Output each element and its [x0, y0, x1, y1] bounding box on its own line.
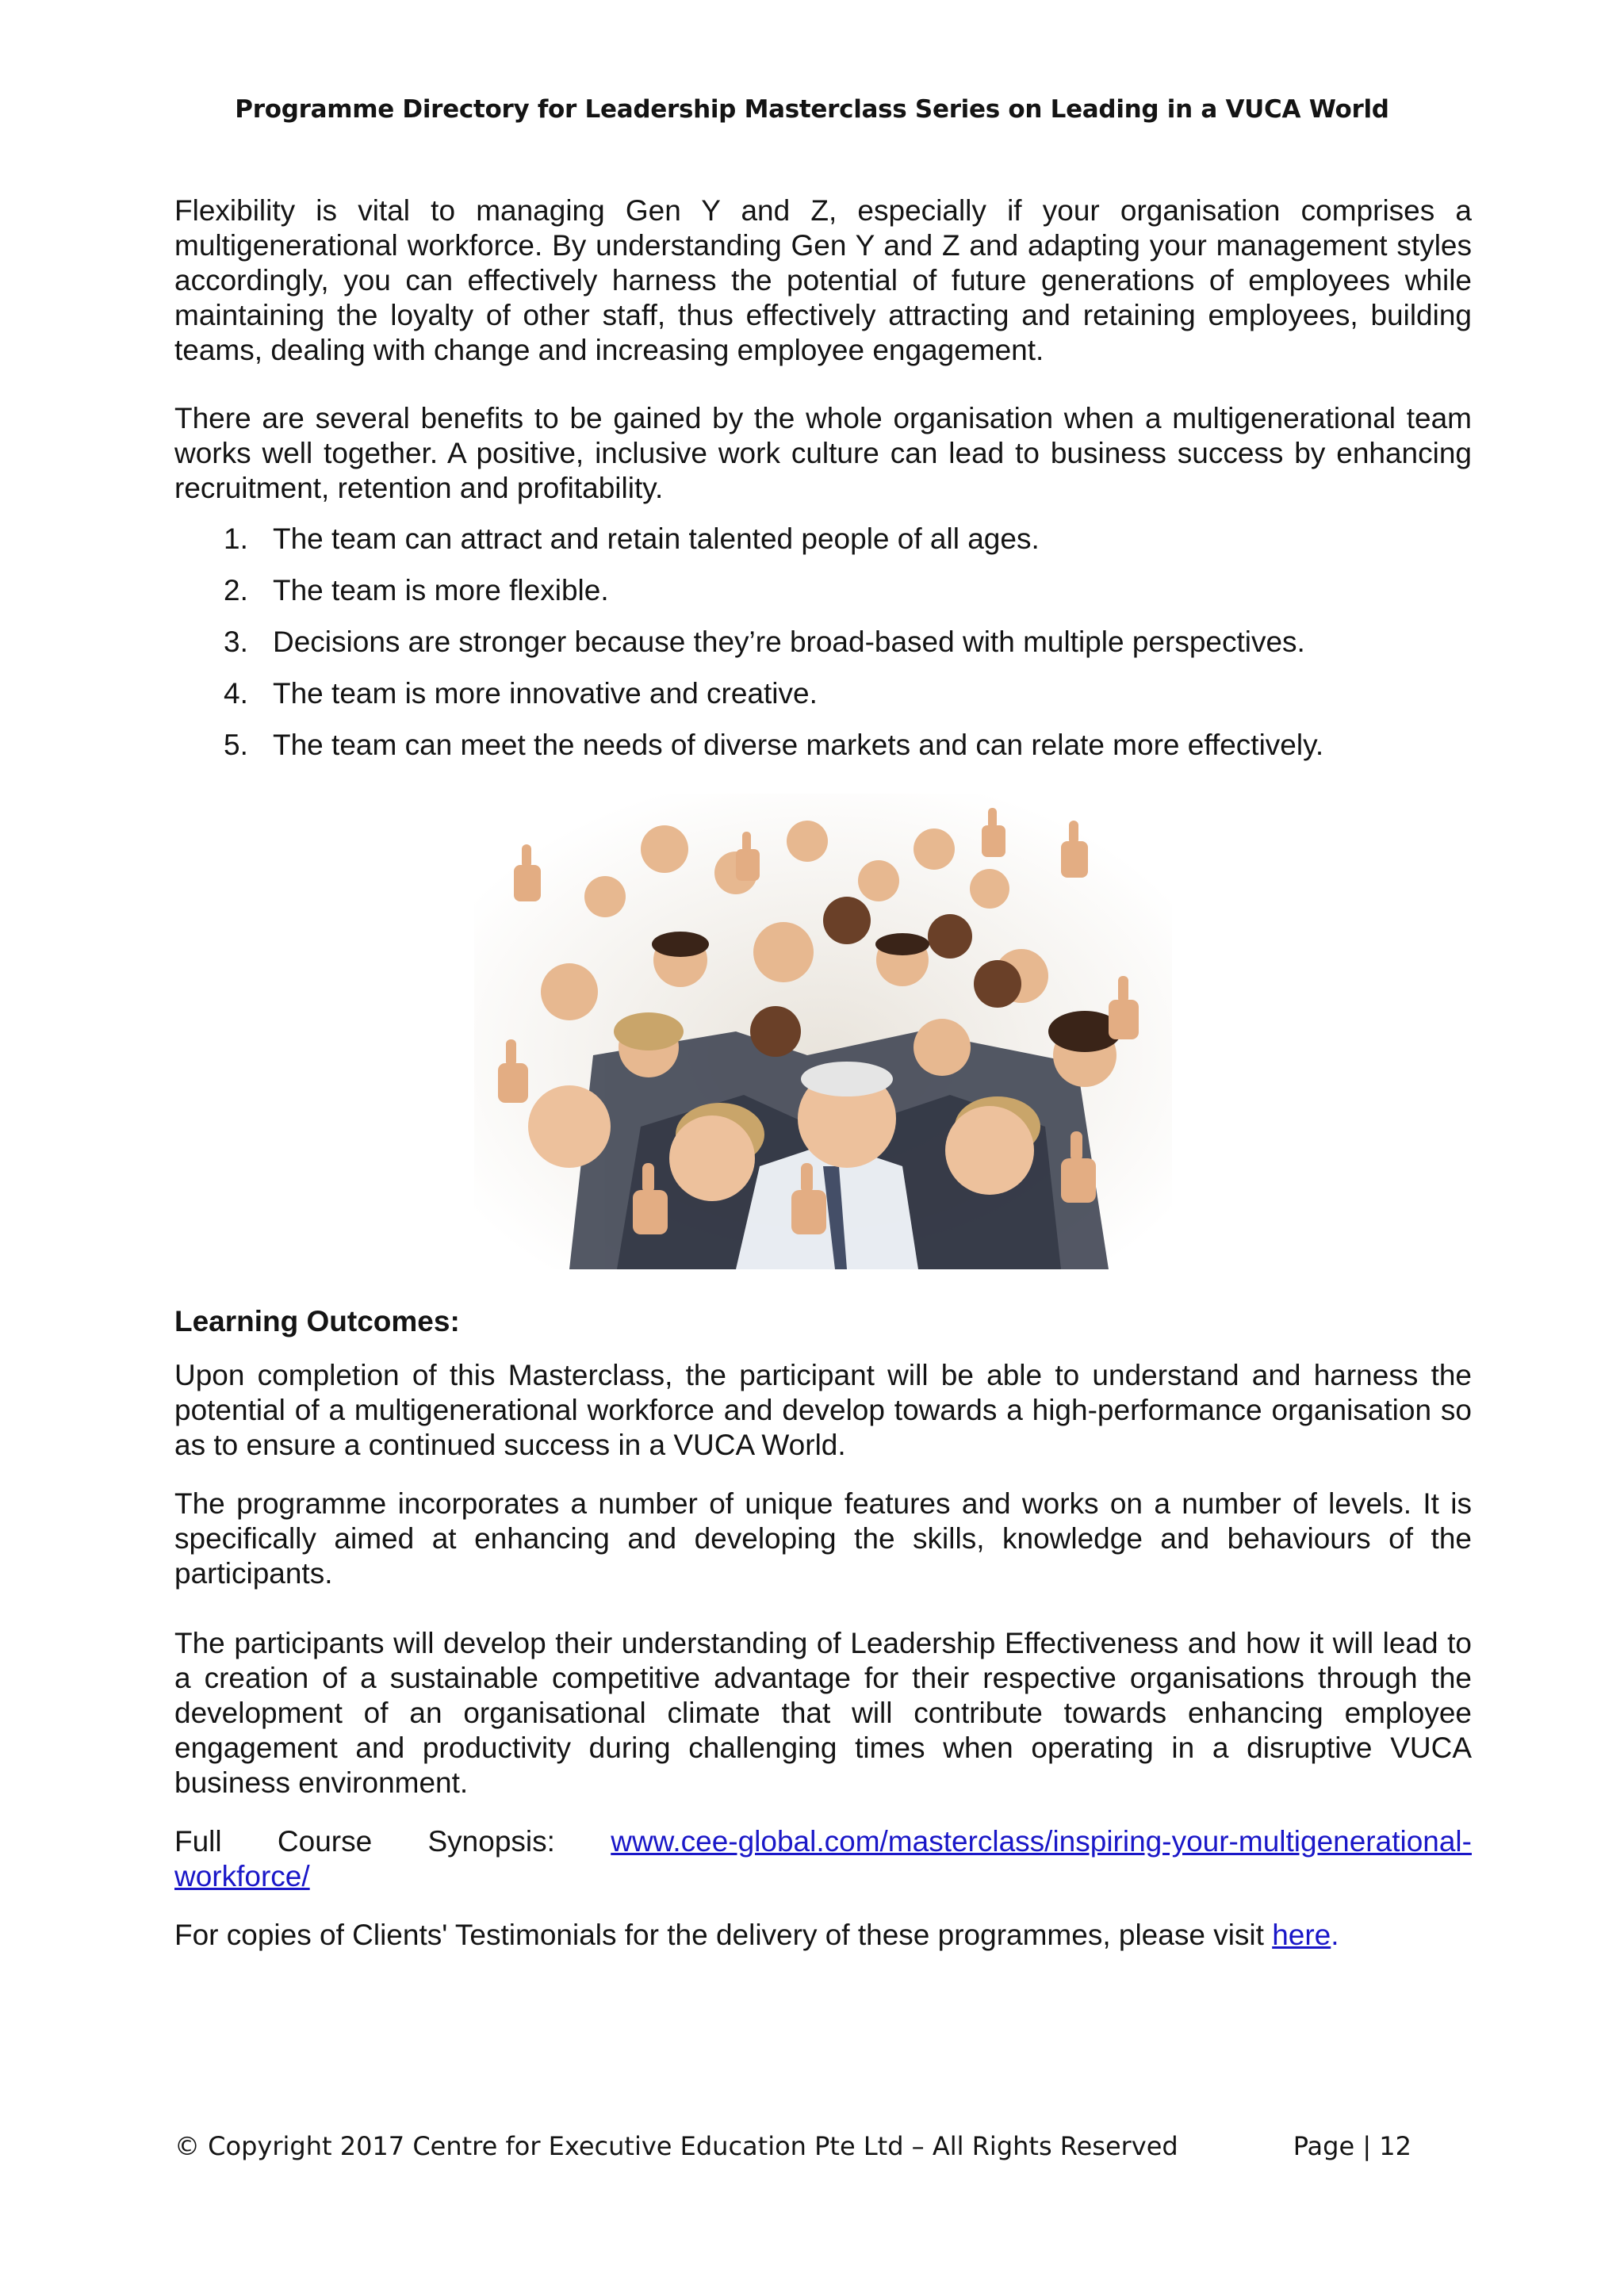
list-number: 1. [224, 522, 248, 555]
list-text: The team can meet the needs of diverse markets and can relate more effectively. [273, 729, 1324, 761]
list-item [224, 676, 1472, 728]
learning-outcomes-paragraph-1: Upon completion of this Masterclass, the participant will be able to understand and harness the potential of a multigenerational workforce and develop towards a high-performance organisation so as to ensure a continued success in a VUCA World. [174, 1359, 1472, 1461]
team-thumbs-up-illustration [474, 794, 1172, 1269]
main-content [174, 193, 1472, 1953]
group-photo [474, 794, 1172, 1269]
intro-paragraph-1: Flexibility is vital to managing Gen Y and Z, especially if your organisation comprises a multigenerational workforce. By understanding Gen Y and Z and adapting your management styles accordingly, you can effectively harness the potential of future generations of employees while maintaining the loyalty of other staff, thus effectively attracting and retaining employees, building teams, dealing with change and increasing employee engagement. [174, 194, 1472, 366]
list-number: 3. [224, 626, 248, 658]
testimonials-here-link[interactable]: here [1272, 1919, 1331, 1951]
course-synopsis [174, 1824, 1472, 1894]
synopsis-label-course: Course [277, 1825, 373, 1858]
testimonials-text: For copies of Clients' Testimonials for the delivery of these programmes, please visit [174, 1919, 1273, 1951]
list-text: The team is more innovative and creative. [273, 677, 818, 710]
page-number: Page | 12 [1293, 2131, 1411, 2161]
list-item [224, 728, 1472, 779]
list-item [224, 522, 1472, 573]
copyright-text: © Copyright 2017 Centre for Executive Education Pte Ltd – All Rights Reserved [174, 2131, 1178, 2161]
learning-outcomes-paragraph-3: The participants will develop their understanding of Leadership Effectiveness and how it will lead to a creation of a sustainable competitive advantage for their respective organisations through the development of an organisational climate that will contribute towards enhancing employee engagement and productivity during challenging times when operating in a disruptive VUCA business environment. [174, 1627, 1472, 1799]
page-footer [174, 2131, 1411, 2161]
learning-outcomes-paragraph-2: The programme incorporates a number of unique features and works on a number of levels. It is specifically aimed at enhancing and developing the skills, knowledge and behaviours of the participants. [174, 1487, 1472, 1590]
synopsis-label-full: Full [174, 1825, 222, 1858]
list-item [224, 625, 1472, 676]
list-item [224, 573, 1472, 625]
testimonials-line [174, 1918, 1472, 1953]
synopsis-label-synopsis: Synopsis: [427, 1825, 555, 1858]
learning-outcomes-heading: Learning Outcomes: [174, 1305, 460, 1337]
page-header: Programme Directory for Leadership Masterclass Series on Leading in a VUCA World [235, 95, 1389, 124]
testimonials-end: . [1331, 1919, 1339, 1951]
synopsis-url-link-continued[interactable]: workforce/ [174, 1860, 310, 1892]
list-text: The team is more flexible. [273, 574, 609, 607]
benefits-list [174, 522, 1472, 779]
list-number: 4. [224, 677, 248, 710]
synopsis-url-link[interactable]: www.cee-global.com/masterclass/inspiring-your-multigenerational- [611, 1825, 1472, 1858]
list-text: The team can attract and retain talented people of all ages. [273, 522, 1040, 555]
list-text: Decisions are stronger because they’re broad-based with multiple perspectives. [273, 626, 1305, 658]
list-number: 2. [224, 574, 248, 607]
list-number: 5. [224, 729, 248, 761]
intro-paragraph-2: There are several benefits to be gained by the whole organisation when a multigenerational team works well together. A positive, inclusive work culture can lead to business success by enhancing recruitment, retention and profitability. [174, 402, 1472, 504]
